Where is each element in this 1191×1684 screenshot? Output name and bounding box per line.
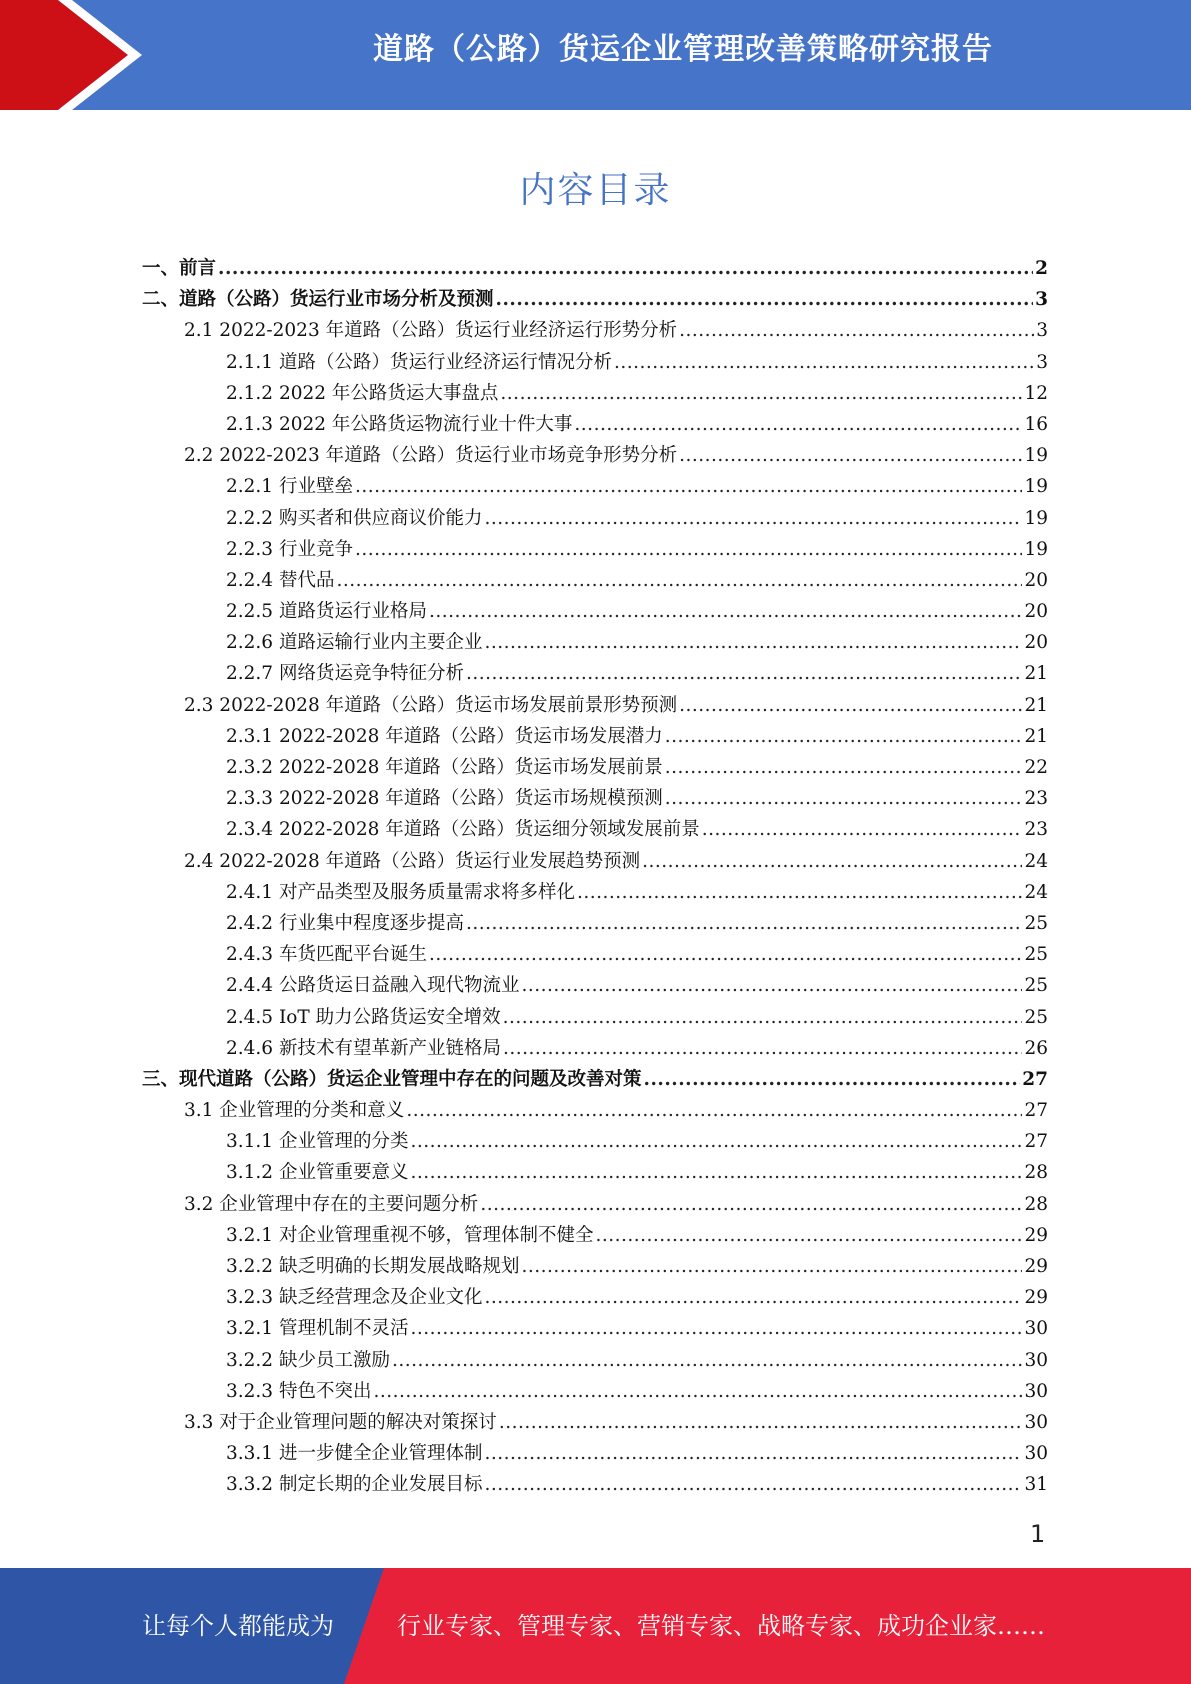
toc-dot-leader	[336, 570, 1022, 591]
toc-dot-leader	[484, 508, 1022, 529]
footer-slogan-right: 行业专家、管理专家、营销专家、战略专家、成功企业家……	[397, 1612, 1045, 1640]
toc-entry[interactable]	[142, 659, 1048, 690]
toc-dot-leader	[218, 258, 1033, 279]
toc-entry-label: 2.2.4 替代品	[226, 569, 335, 591]
toc-entry[interactable]	[142, 1158, 1048, 1189]
toc-entry-page: 27	[1024, 1100, 1048, 1122]
toc-entry[interactable]	[142, 316, 1048, 347]
toc-entry-label: 3.1.2 企业管重要意义	[226, 1162, 409, 1184]
toc-entry-label: 2.2.6 道路运输行业内主要企业	[226, 632, 483, 654]
toc-entry-page: 20	[1024, 632, 1048, 654]
toc-entry-page: 3	[1035, 289, 1048, 311]
toc-dot-leader	[410, 1162, 1022, 1183]
toc-entry[interactable]	[142, 1034, 1048, 1065]
toc-entry-page: 21	[1024, 694, 1048, 716]
toc-entry[interactable]	[142, 1221, 1048, 1252]
toc-entry-page: 25	[1024, 944, 1048, 966]
toc-entry-page: 28	[1024, 1162, 1048, 1184]
toc-entry-page: 3	[1036, 320, 1048, 342]
toc-dot-leader	[355, 476, 1023, 497]
toc-entry-page: 29	[1024, 1256, 1048, 1277]
toc-entry-label: 3.1.1 企业管理的分类	[226, 1131, 409, 1153]
toc-entry-page: 2	[1035, 258, 1048, 279]
toc-entry-page: 20	[1024, 601, 1048, 623]
toc-entry-page: 25	[1024, 1006, 1048, 1028]
toc-heading: 内容目录	[519, 170, 672, 211]
toc-entry-page: 19	[1024, 538, 1048, 560]
toc-entry[interactable]	[142, 1252, 1048, 1283]
toc-dot-leader	[466, 913, 1022, 934]
toc-dot-leader	[355, 539, 1023, 560]
toc-entry[interactable]	[142, 566, 1048, 597]
toc-entry[interactable]	[142, 1190, 1048, 1221]
footer-banner	[0, 1568, 1191, 1684]
toc-entry-page: 25	[1024, 912, 1048, 934]
toc-entry[interactable]	[142, 379, 1048, 410]
toc-entry-page: 19	[1024, 476, 1048, 498]
toc-entry-page: 27	[1024, 1131, 1048, 1153]
toc-dot-leader	[679, 320, 1034, 341]
toc-dot-leader	[577, 882, 1022, 903]
toc-entry[interactable]	[142, 1470, 1048, 1501]
toc-entry-page: 21	[1024, 663, 1048, 685]
toc-entry-label: 2.4.3 车货匹配平台诞生	[226, 944, 427, 966]
toc-dot-leader	[484, 1443, 1022, 1464]
toc-dot-leader	[665, 726, 1023, 747]
toc-entry[interactable]	[142, 285, 1048, 316]
toc-dot-leader	[642, 851, 1022, 872]
toc-entry[interactable]	[142, 815, 1048, 846]
toc-entry[interactable]	[142, 535, 1048, 566]
toc-entry[interactable]	[142, 1065, 1048, 1096]
toc-dot-leader	[484, 1474, 1022, 1495]
toc-entry[interactable]	[142, 504, 1048, 535]
toc-entry-page: 24	[1024, 881, 1048, 903]
toc-entry[interactable]	[142, 909, 1048, 940]
toc-entry-label: 2.1.3 2022 年公路货运物流行业十件大事	[226, 413, 573, 435]
toc-entry-page: 23	[1024, 819, 1048, 841]
toc-entry-label: 3.3 对于企业管理问题的解决对策探讨	[184, 1411, 497, 1433]
toc-dot-leader	[521, 1256, 1022, 1277]
toc-entry[interactable]	[142, 1439, 1048, 1470]
toc-dot-leader	[466, 663, 1022, 684]
toc-entry[interactable]	[142, 722, 1048, 753]
toc-entry-page: 26	[1024, 1037, 1048, 1059]
toc-entry-page: 30	[1024, 1411, 1048, 1433]
toc-entry[interactable]	[142, 1377, 1048, 1408]
toc-entry-page: 28	[1024, 1193, 1048, 1215]
toc-entry[interactable]	[142, 784, 1048, 815]
toc-entry[interactable]	[142, 597, 1048, 628]
toc-dot-leader	[410, 1131, 1022, 1152]
toc-entry-label: 3.2.2 缺少员工激励	[226, 1349, 390, 1371]
toc-entry[interactable]	[142, 441, 1048, 472]
toc-dot-leader	[679, 695, 1022, 716]
toc-entry-label: 2.3.1 2022-2028 年道路（公路）货运市场发展潜力	[226, 725, 663, 747]
toc-dot-leader	[679, 445, 1022, 466]
toc-entry[interactable]	[142, 410, 1048, 441]
toc-entry-page: 21	[1024, 725, 1048, 747]
toc-dot-leader	[484, 1287, 1022, 1308]
toc-entry-label: 2.3.3 2022-2028 年道路（公路）货运市场规模预测	[226, 788, 663, 810]
toc-entry-page: 29	[1024, 1224, 1048, 1246]
toc-entry[interactable]	[142, 628, 1048, 659]
toc-entry-label: 2.4.2 行业集中程度逐步提高	[226, 912, 464, 934]
toc-entry-label: 2.2 2022-2023 年道路（公路）货运行业市场竞争形势分析	[184, 445, 678, 467]
toc-entry[interactable]	[142, 691, 1048, 722]
toc-entry-page: 19	[1024, 507, 1048, 529]
toc-entry-label: 2.4.6 新技术有望革新产业链格局	[226, 1037, 501, 1059]
toc-entry-label: 三、现代道路（公路）货运企业管理中存在的问题及改善对策	[142, 1068, 642, 1090]
toc-entry-label: 2.4 2022-2028 年道路（公路）货运行业发展趋势预测	[184, 850, 641, 872]
toc-entry[interactable]	[142, 1408, 1048, 1439]
toc-dot-leader	[480, 1194, 1022, 1215]
toc-entry-label: 3.1 企业管理的分类和意义	[184, 1100, 405, 1122]
toc-dot-leader	[484, 632, 1022, 653]
toc-entry-label: 2.1.1 道路（公路）货运行业经济运行情况分析	[226, 351, 612, 373]
toc-dot-leader	[595, 1225, 1022, 1246]
toc-entry-page: 19	[1024, 445, 1048, 467]
toc-entry-page: 30	[1024, 1318, 1048, 1340]
toc-dot-leader	[665, 788, 1023, 809]
toc-entry-label: 2.4.5 IoT 助力公路货运安全增效	[226, 1006, 501, 1028]
toc-entry-label: 3.2.3 缺乏经营理念及企业文化	[226, 1287, 483, 1309]
toc-entry-label: 一、前言	[142, 258, 217, 279]
toc-entry-label: 3.2.1 对企业管理重视不够，管理体制不健全	[226, 1224, 594, 1246]
toc-entry[interactable]	[142, 940, 1048, 971]
toc-dot-leader	[373, 1381, 1022, 1402]
toc-entry-label: 2.4.4 公路货运日益融入现代物流业	[226, 975, 520, 997]
toc-dot-leader	[503, 1038, 1022, 1059]
toc-dot-leader	[665, 757, 1023, 778]
toc-dot-leader	[429, 601, 1022, 622]
toc-entry[interactable]	[142, 1314, 1048, 1345]
toc-dot-leader	[496, 289, 1034, 310]
toc-entry-page: 25	[1024, 975, 1048, 997]
report-title: 道路（公路）货运企业管理改善策略研究报告	[373, 32, 993, 67]
toc-dot-leader	[644, 1069, 1021, 1090]
toc-dot-leader	[429, 944, 1022, 965]
toc-entry-label: 3.2.2 缺乏明确的长期发展战略规划	[226, 1256, 520, 1277]
toc-entry-label: 2.2.5 道路货运行业格局	[226, 601, 427, 623]
toc-entry[interactable]	[142, 254, 1048, 285]
toc-entry-label: 2.2.3 行业竞争	[226, 538, 353, 560]
toc-entry[interactable]	[142, 1096, 1048, 1127]
toc-entry-page: 22	[1024, 757, 1048, 778]
toc-entry[interactable]	[142, 753, 1048, 784]
toc-entry-page: 31	[1024, 1474, 1048, 1496]
footer-slogan-left: 让每个人都能成为	[142, 1612, 334, 1640]
toc-entry[interactable]	[142, 472, 1048, 503]
toc-entry-label: 2.3.2 2022-2028 年道路（公路）货运市场发展前景	[226, 757, 663, 778]
toc-entry-label: 3.3.1 进一步健全企业管理体制	[226, 1443, 483, 1465]
toc-entry[interactable]	[142, 348, 1048, 379]
toc-entry-label: 2.2.1 行业壁垒	[226, 476, 353, 498]
toc-entry-label: 2.4.1 对产品类型及服务质量需求将多样化	[226, 881, 575, 903]
toc-entry[interactable]	[142, 1127, 1048, 1158]
page-number: 1	[1030, 1520, 1046, 1548]
toc-entry[interactable]	[142, 971, 1048, 1002]
toc-entry-page: 3	[1036, 351, 1048, 373]
toc-dot-leader	[499, 1412, 1023, 1433]
toc-entry-page: 30	[1024, 1443, 1048, 1465]
toc-entry-label: 二、道路（公路）货运行业市场分析及预测	[142, 289, 494, 311]
toc-dot-leader	[500, 383, 1022, 404]
toc-dot-leader	[503, 1007, 1023, 1028]
toc-dot-leader	[410, 1318, 1022, 1339]
toc-entry-page: 30	[1024, 1380, 1048, 1402]
table-of-contents	[142, 254, 1048, 1502]
toc-entry-label: 3.2.1 管理机制不灵活	[226, 1318, 409, 1340]
toc-entry-label: 2.1.2 2022 年公路货运大事盘点	[226, 382, 499, 404]
toc-entry[interactable]	[142, 847, 1048, 878]
toc-entry-label: 2.3 2022-2028 年道路（公路）货运市场发展前景形势预测	[184, 694, 678, 716]
toc-entry[interactable]	[142, 1283, 1048, 1314]
toc-dot-leader	[702, 819, 1023, 840]
toc-dot-leader	[614, 352, 1034, 373]
toc-entry-label: 2.2.2 购买者和供应商议价能力	[226, 507, 483, 529]
toc-entry-page: 30	[1024, 1349, 1048, 1371]
toc-entry-label: 3.3.2 制定长期的企业发展目标	[226, 1474, 483, 1496]
toc-dot-leader	[521, 975, 1022, 996]
toc-entry-page: 27	[1022, 1068, 1048, 1090]
toc-dot-leader	[574, 414, 1022, 435]
toc-entry-page: 20	[1024, 569, 1048, 591]
header-banner	[0, 0, 1191, 110]
toc-entry-label: 3.2 企业管理中存在的主要问题分析	[184, 1193, 479, 1215]
toc-entry-page: 16	[1024, 413, 1048, 435]
toc-dot-leader	[406, 1100, 1022, 1121]
toc-entry-label: 2.1 2022-2023 年道路（公路）货运行业经济运行形势分析	[184, 320, 678, 342]
red-arrow-decoration	[0, 0, 160, 110]
toc-entry-label: 2.2.7 网络货运竞争特征分析	[226, 663, 464, 685]
toc-entry[interactable]	[142, 878, 1048, 909]
toc-entry-label: 3.2.3 特色不突出	[226, 1380, 372, 1402]
toc-entry-label: 2.3.4 2022-2028 年道路（公路）货运细分领域发展前景	[226, 819, 700, 841]
toc-entry-page: 29	[1024, 1287, 1048, 1309]
toc-dot-leader	[392, 1350, 1022, 1371]
toc-entry-page: 24	[1024, 850, 1048, 872]
toc-entry[interactable]	[142, 1346, 1048, 1377]
toc-entry-page: 23	[1024, 788, 1048, 810]
toc-entry-page: 12	[1024, 382, 1048, 404]
toc-entry[interactable]	[142, 1003, 1048, 1034]
